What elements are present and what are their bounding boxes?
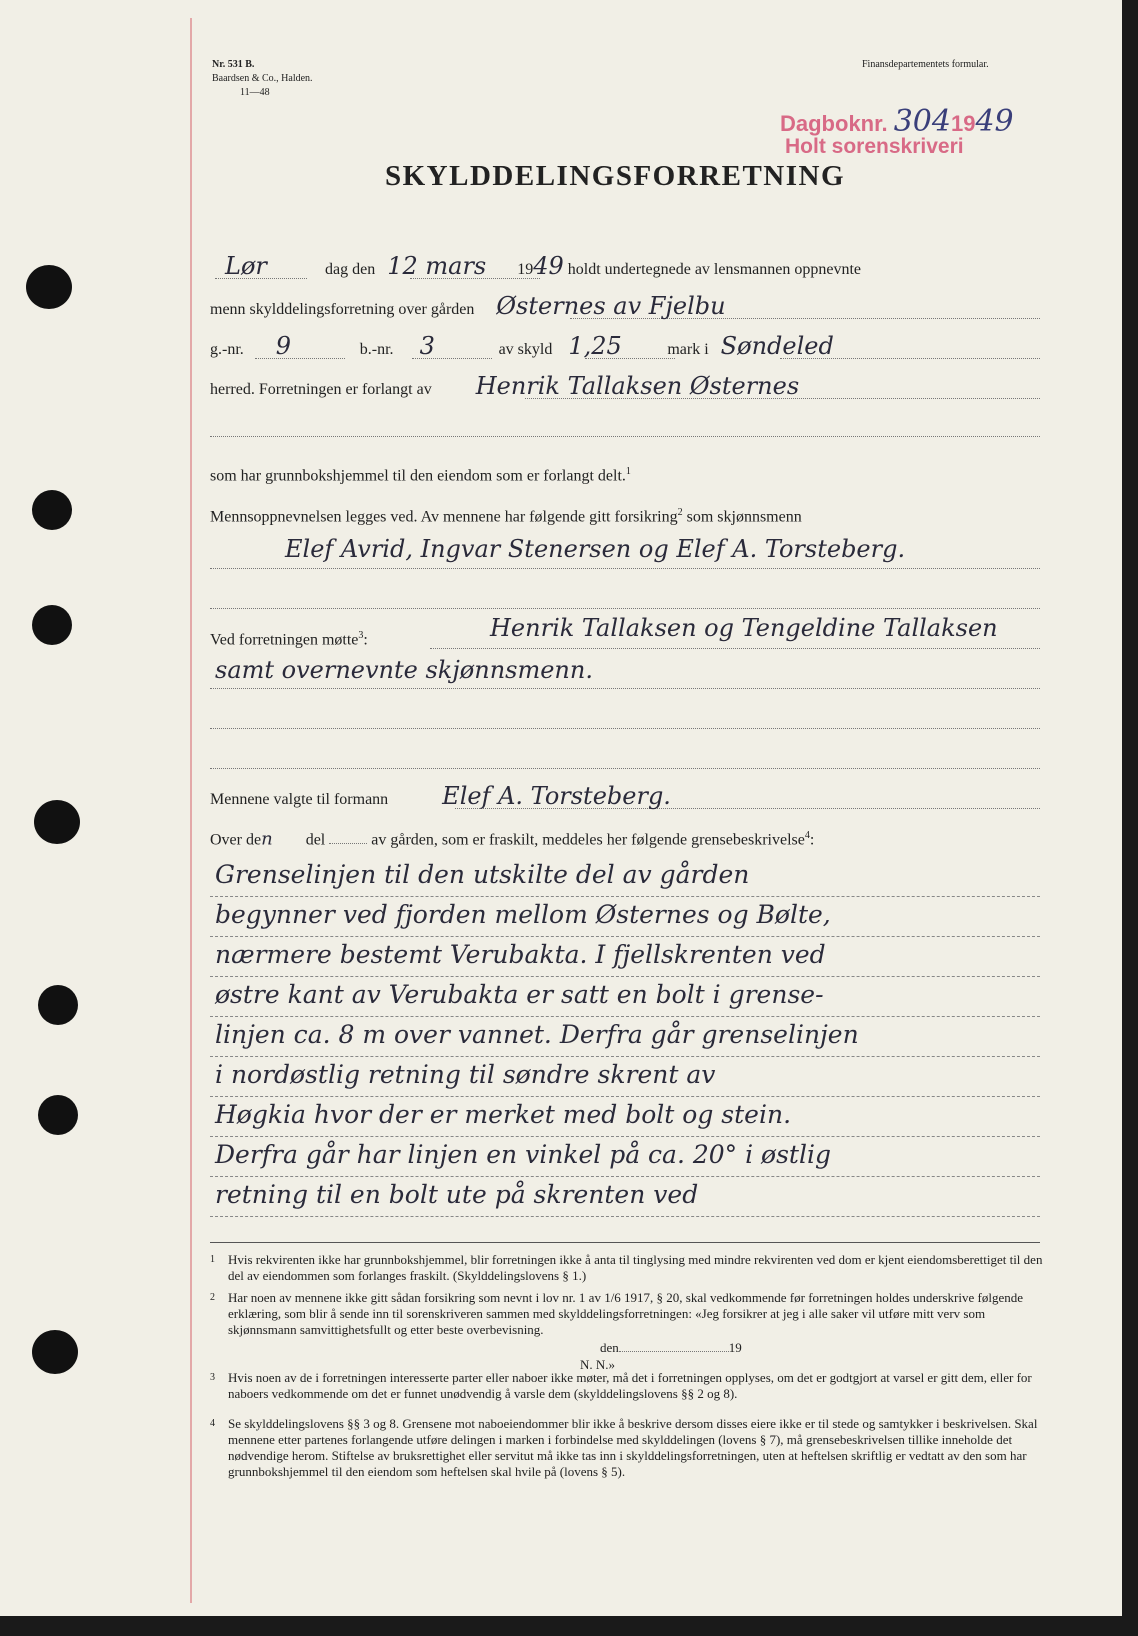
- footnote-number: 4: [210, 1418, 215, 1429]
- writing-rule: [210, 1096, 1040, 1097]
- stamp-journal-label: Dagboknr.: [780, 111, 888, 136]
- footnote-ref-1: 1: [625, 466, 631, 477]
- writing-rule: [210, 936, 1040, 937]
- skyld-label: av skyld: [498, 341, 553, 358]
- year-value: 49: [533, 252, 564, 280]
- footnote-3: [210, 1370, 1050, 1402]
- cadastral-line: [210, 332, 834, 360]
- footnote-4: [210, 1416, 1050, 1480]
- gnr-label: g.-nr.: [210, 341, 244, 358]
- attendees-value-1: Henrik Tallaksen og Tengeldine Tallaksen: [490, 614, 998, 642]
- appraisers-intro-text: Mennsoppnevnelsen legges ved. Av mennene har følgende gitt forsikring: [210, 508, 678, 526]
- requester-line: [210, 372, 800, 400]
- attendees-label: Ved forretningen møtte: [210, 631, 359, 649]
- punch-hole: [38, 985, 78, 1025]
- footnote-number: 2: [210, 1292, 215, 1303]
- boundary-description-line: Grenselinjen til den utskilte del av gården: [215, 860, 750, 889]
- stamp-year-handwritten: 49: [975, 104, 1014, 139]
- punch-hole: [26, 265, 72, 309]
- stamp-court-name: Holt sorenskriveri: [785, 135, 964, 158]
- punch-hole: [32, 490, 72, 530]
- footnote-2-nn: N. N.»: [580, 1357, 616, 1372]
- chairman-label: Mennene valgte til formann: [210, 791, 389, 808]
- form-number: Nr. 531 B.: [212, 59, 255, 70]
- farm-label: menn skylddelingsforretning over gården: [210, 301, 475, 318]
- footnote-2-year: 19: [728, 1340, 742, 1355]
- boundary-del-label: del: [305, 831, 326, 849]
- footnote-2-den: den: [600, 1340, 619, 1355]
- herred-label: herred. Forretningen er forlangt av: [210, 381, 432, 398]
- year-prefix: 19: [517, 261, 534, 278]
- farm-value: Østernes av Fjelbu: [496, 292, 726, 320]
- writing-rule: [210, 1216, 1040, 1217]
- punch-hole: [34, 800, 80, 844]
- print-date: 11—48: [240, 87, 270, 98]
- footnote-ref-4: 4: [804, 830, 810, 841]
- boundary-description-line: østre kant av Verubakta er satt en bolt i grense-: [215, 980, 824, 1009]
- boundary-description-line: Høgkia hvor der er merket med bolt og stein.: [215, 1100, 792, 1129]
- footnote-number: 1: [210, 1254, 215, 1265]
- municipality-value: Søndeled: [720, 332, 834, 360]
- footnote-2-signature: [600, 1340, 900, 1356]
- appraisers-intro-line: [210, 503, 802, 527]
- footnote-number: 3: [210, 1372, 215, 1383]
- footnote-text: Hvis rekvirenten ikke har grunnbokshjemmel, blir forretningen ikke å anta til tinglysing med mindre rekvirenten ved dom er kjent eiendomsberettiget til den del av eiendommen som forlanges fraskilt. (Skylddelingslovens § 1.): [228, 1252, 1043, 1283]
- writing-rule: [210, 1016, 1040, 1017]
- document-title: SKYLDDELINGSFORRETNING: [385, 160, 846, 192]
- requester-value: Henrik Tallaksen Østernes: [475, 372, 800, 400]
- boundary-description-line: retning til en bolt ute på skrenten ved: [215, 1180, 699, 1209]
- boundary-intro-tail: av gården, som er fraskilt, meddeles her følgende grensebeskrivelse: [371, 831, 805, 849]
- chairman-line: [210, 782, 671, 810]
- boundary-description-line: linjen ca. 8 m over vannet. Derfra går grenselinjen: [215, 1020, 859, 1049]
- farm-line: [210, 292, 726, 320]
- boundary-description-line: i nordøstlig retning til søndre skrent av: [215, 1060, 716, 1089]
- appraisers-intro-tail: som skjønnsmenn: [686, 508, 802, 526]
- footnote-ref-2: 2: [677, 507, 683, 518]
- writing-rule: [210, 1176, 1040, 1177]
- footnote-text: Hvis noen av de i forretningen interesserte parter eller naboer ikke møter, må det i forretningen opplyses, om det er godtgjort at varsel er gitt dem, eller for naboers vedkommende om det er funnet unødvendig å varsle dem (skylddelingslovens §§ 2 og 8).: [228, 1370, 1032, 1401]
- title-holder-line: [210, 462, 631, 486]
- writing-rule: [210, 1056, 1040, 1057]
- margin-line: [190, 18, 192, 1603]
- journal-stamp: [780, 104, 1014, 139]
- writing-rule: [210, 896, 1040, 897]
- boundary-intro-line: Over den del av gården, som er fraskilt, meddeles her følgende grensebeskrivelse$^4$:: [210, 828, 815, 850]
- title-holder-text: som har grunnbokshjemmel til den eiendom som er forlangt delt.: [210, 467, 626, 485]
- printer-name: Baardsen & Co., Halden.: [212, 73, 313, 84]
- date-line: [210, 252, 861, 280]
- chairman-value: Elef A. Torsteberg.: [442, 782, 671, 810]
- bnr-value: 3: [419, 332, 435, 360]
- appraisers-value: Elef Avrid, Ingvar Stenersen og Elef A. Torsteberg.: [285, 535, 906, 563]
- boundary-over-de-value: n: [261, 828, 273, 850]
- boundary-description-line: nærmere bestemt Verubakta. I fjellskrenten ved: [215, 940, 826, 969]
- footnote-2: [210, 1290, 1050, 1338]
- boundary-over-de: Over de: [210, 831, 262, 849]
- stamp-journal-number: 304: [893, 104, 951, 139]
- footnote-ref-3: 3: [358, 630, 364, 641]
- ministry-form-label: Finansdepartementets formular.: [862, 59, 989, 70]
- punch-hole: [32, 605, 72, 645]
- writing-rule: [210, 976, 1040, 977]
- gnr-value: 9: [275, 332, 292, 360]
- writing-rule: [210, 1136, 1040, 1137]
- footnote-1: [210, 1252, 1050, 1284]
- boundary-description-line: begynner ved fjorden mellom Østernes og Bølte,: [215, 900, 831, 929]
- footnote-text: Har noen av mennene ikke gitt sådan forsikring som nevnt i lov nr. 1 av 1/6 1917, § 20, skal vedkommende før forretningen holdes underskrive følgende erklæring, som blir å sende inn til sorenskriveren sammen med skylddelingsforretningen: «Jeg forsikrer at jeg i alle saker vil utføre mitt verv som skjønnsmann samvittighetsfullt og etter beste overbevisning.: [228, 1290, 1023, 1337]
- day-value: Lør: [225, 252, 267, 280]
- boundary-description-line: Derfra går har linjen en vinkel på ca. 20° i østlig: [215, 1140, 831, 1169]
- skyld-value: 1,25: [568, 332, 622, 360]
- footnote-separator: [210, 1242, 1040, 1243]
- punch-hole: [38, 1095, 78, 1135]
- footnote-text: Se skylddelingslovens §§ 3 og 8. Grensene mot naboeiendommer blir ikke å beskrive dersom disses eiere ikke er til stede og samtykker i beskrivelsen. Skal mennene etter partenes forlangende utføre delingen i marken i forbindelse med skylddelingen (lovens § 7), må grensebeskrivelsen tillike inneholde det nødvendige herom. Stiftelse av bruksrettighet eller servitut må ikke tas inn i skylddelingsforretningen, uten at heftelsen skriftlig er vedtatt av den som har grunnbokshjemmel til den eiendom som heftelsen skal hvile på (lovens § 5).: [228, 1416, 1038, 1479]
- date-value: 12 mars: [387, 252, 487, 280]
- line1-tail: holdt undertegnede av lensmannen oppnevnte: [567, 261, 861, 278]
- punch-hole: [32, 1330, 78, 1374]
- mark-label: mark i: [667, 341, 709, 358]
- day-suffix: dag den: [325, 261, 376, 278]
- bnr-label: b.-nr.: [359, 341, 394, 358]
- attendees-value-2: samt overnevnte skjønnsmenn.: [215, 656, 593, 684]
- attendees-line: Ved forretningen møtte$^3$:: [210, 630, 368, 649]
- stamp-year-printed: 19: [950, 111, 976, 136]
